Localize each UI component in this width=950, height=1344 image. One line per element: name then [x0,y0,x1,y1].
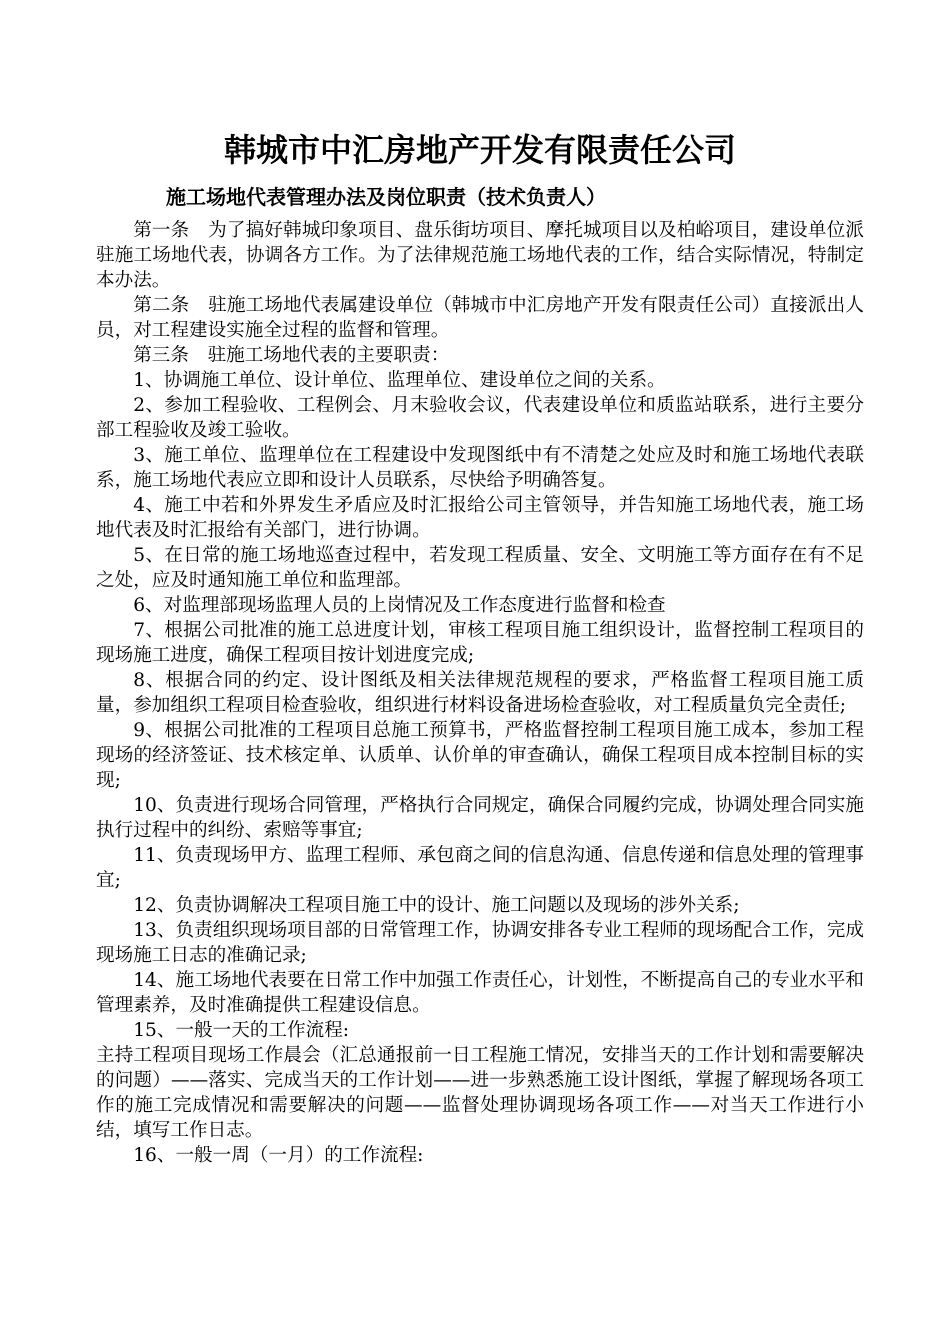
paragraph: 7、根据公司批准的施工总进度计划，审核工程项目施工组织设计，监督控制工程项目的现场施工进度，确保工程项目按计划进度完成; [96,620,864,666]
document-body [96,218,864,1168]
document-page [96,128,864,1168]
paragraph: 16、一般一周（一月）的工作流程: [133,1145,424,1166]
paragraph: 9、根据公司批准的工程项目总施工预算书，严格监督控制工程项目施工成本，参加工程现场的经济签证、技术核定单、认质单、认价单的审查确认，确保工程项目成本控制目标的实现; [96,720,864,791]
paragraph: 1、协调施工单位、设计单位、监理单位、建设单位之间的关系。 [133,370,666,391]
paragraph: 12、负责协调解决工程项目施工中的设计、施工问题以及现场的涉外关系; [133,895,740,916]
paragraph: 13、负责组织现场项目部的日常管理工作，协调安排各专业工程师的现场配合工作，完成现场施工日志的准确记录; [96,920,864,966]
document-subtitle: 施工场地代表管理办法及岗位职责（技术负责人） [166,185,606,209]
paragraph: 15、一般一天的工作流程: [133,1020,350,1041]
paragraph: 11、负责现场甲方、监理工程师、承包商之间的信息沟通、信息传递和信息处理的管理事宜; [96,845,864,891]
document-title: 韩城市中汇房地产开发有限责任公司 [223,131,736,169]
paragraph: 第二条 驻施工场地代表属建设单位（韩城市中汇房地产开发有限责任公司）直接派出人员，对工程建设实施全过程的监督和管理。 [96,295,864,341]
paragraph: 4、施工中若和外界发生矛盾应及时汇报给公司主管领导，并告知施工场地代表，施工场地代表及时汇报给有关部门，进行协调。 [96,495,864,541]
paragraph: 8、根据合同的约定、设计图纸及相关法律规范规程的要求，严格监督工程项目施工质量，参加组织工程项目检查验收，组织进行材料设备进场检查验收，对工程质量负完全责任; [96,670,864,716]
paragraph: 10、负责进行现场合同管理，严格执行合同规定，确保合同履约完成，协调处理合同实施执行过程中的纠纷、索赔等事宜; [96,795,864,841]
paragraph: 6、对监理部现场监理人员的上岗情况及工作态度进行监督和检查 [133,595,666,616]
paragraph: 第一条 为了搞好韩城印象项目、盘乐街坊项目、摩托城项目以及柏峪项目，建设单位派驻施工场地代表，协调各方工作。为了法律规范施工场地代表的工作，结合实际情况，特制定本办法。 [96,220,864,291]
paragraph: 2、参加工程验收、工程例会、月末验收会议，代表建设单位和质监站联系，进行主要分部工程验收及竣工验收。 [96,395,864,441]
paragraph: 第三条 驻施工场地代表的主要职责： [133,345,450,366]
paragraph: 主持工程项目现场工作晨会（汇总通报前一日工程施工情况，安排当天的工作计划和需要解决的问题）——落实、完成当天的工作计划——进一步熟悉施工设计图纸，掌握了解现场各项工作的施工完成情况和需要解决的问题——监督处理协调现场各项工作——对当天工作进行小结，填写工作日志。 [96,1045,864,1141]
paragraph: 5、在日常的施工场地巡查过程中，若发现工程质量、安全、文明施工等方面存在有不足之处，应及时通知施工单位和监理部。 [96,545,864,591]
paragraph: 3、施工单位、监理单位在工程建设中发现图纸中有不清楚之处应及时和施工场地代表联系，施工场地代表应立即和设计人员联系，尽快给予明确答复。 [96,445,864,491]
paragraph: 14、施工场地代表要在日常工作中加强工作责任心，计划性，不断提高自己的专业水平和管理素养，及时准确提供工程建设信息。 [96,970,864,1016]
